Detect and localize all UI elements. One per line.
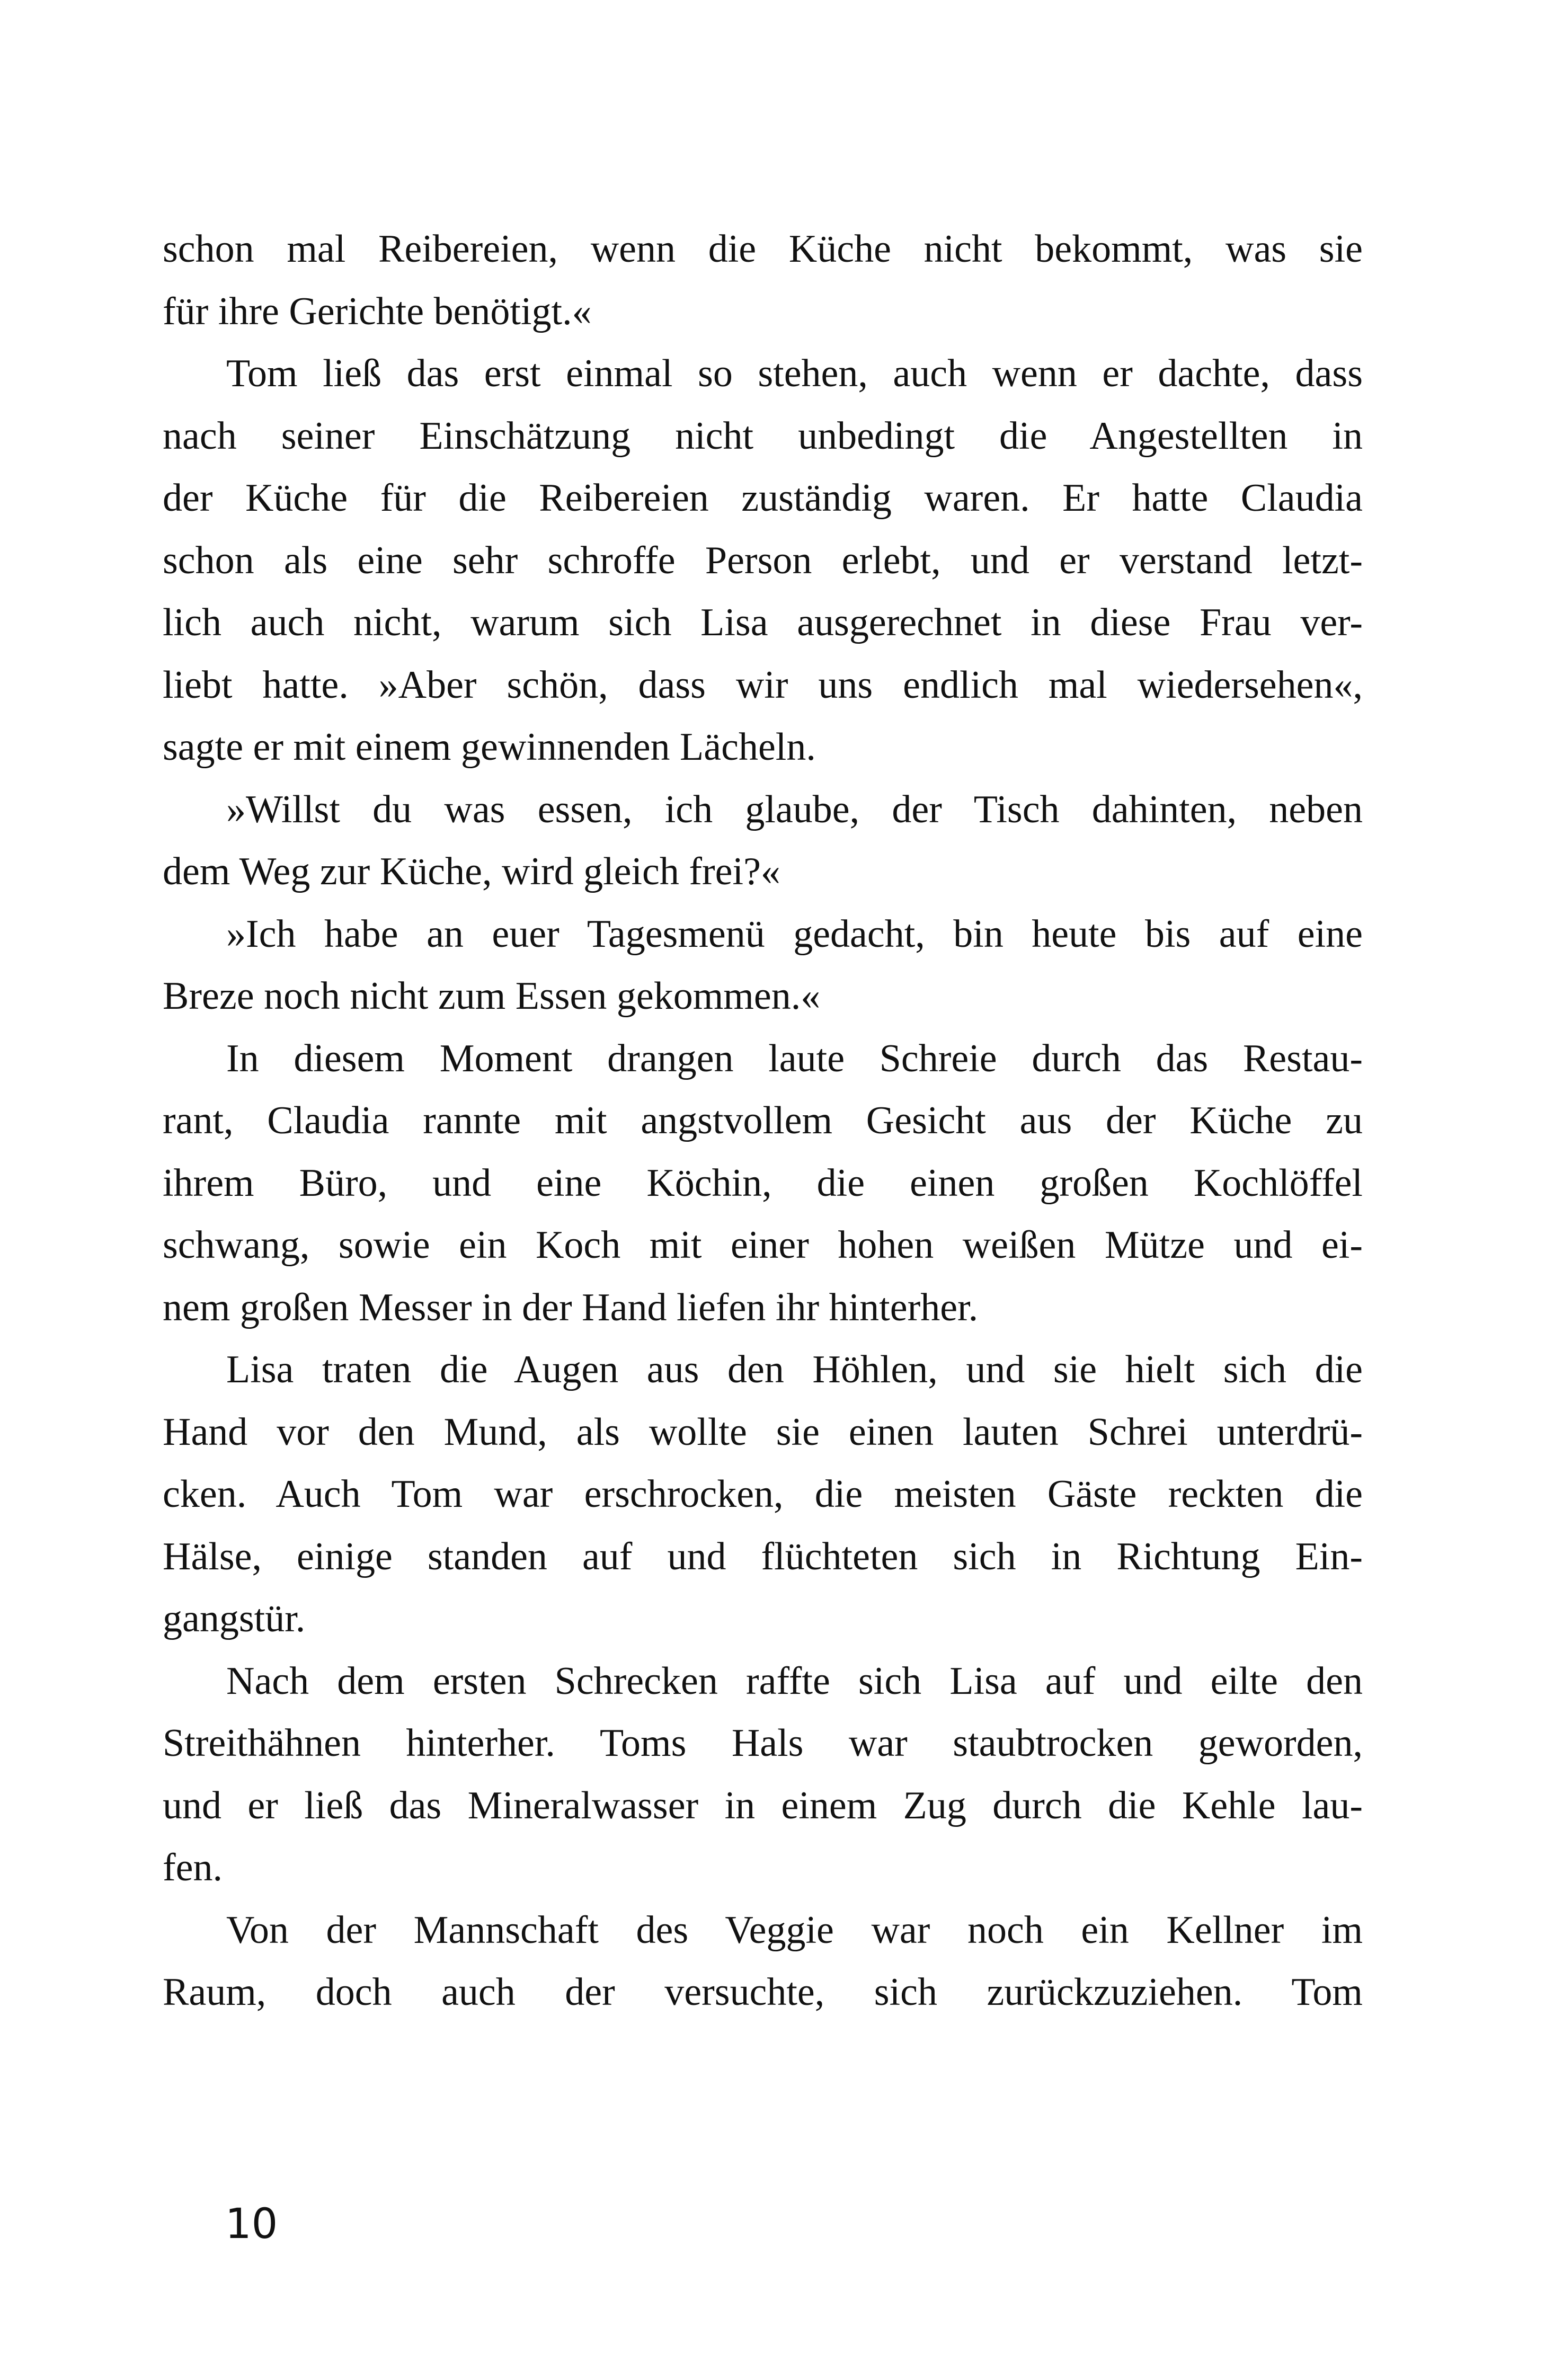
text-line: cken. Auch Tom war erschrocken, die meisten Gäste reckten die <box>163 1472 1363 1516</box>
text-line: In diesem Moment drangen laute Schreie durch das Restau- <box>226 1036 1363 1080</box>
text-line: Tom ließ das erst einmal so stehen, auch wenn er dachte, dass <box>226 352 1363 395</box>
text-line: für ihre Gerichte benötigt.« <box>163 289 592 333</box>
text-line: gangstür. <box>163 1597 306 1640</box>
text-line: sagte er mit einem gewinnenden Lächeln. <box>163 725 816 769</box>
text-line: schon mal Reibereien, wenn die Küche nicht bekommt, was sie <box>163 227 1363 271</box>
text-line: nem großen Messer in der Hand liefen ihr hinterher. <box>163 1285 979 1329</box>
text-line: »Ich habe an euer Tagesmenü gedacht, bin heute bis auf eine <box>226 912 1363 956</box>
text-line: fen. <box>163 1846 223 1889</box>
text-line: Raum, doch auch der versuchte, sich zurückzuziehen. Tom <box>163 1970 1363 2014</box>
text-line: schon als eine sehr schroffe Person erlebt, und er verstand letzt- <box>163 538 1363 582</box>
text-line: der Küche für die Reibereien zuständig waren. Er hatte Claudia <box>163 476 1363 520</box>
text-line: dem Weg zur Küche, wird gleich frei?« <box>163 850 780 893</box>
text-line: nach seiner Einschätzung nicht unbedingt die Angestellten in <box>163 414 1363 458</box>
page-number: 10 <box>225 2200 278 2248</box>
text-line: Lisa traten die Augen aus den Höhlen, und sie hielt sich die <box>226 1348 1363 1391</box>
text-line: Von der Mannschaft des Veggie war noch ein Kellner im <box>226 1908 1363 1952</box>
text-line: und er ließ das Mineralwasser in einem Zug durch die Kehle lau- <box>163 1783 1363 1827</box>
text-line: Hand vor den Mund, als wollte sie einen lauten Schrei unterdrü- <box>163 1410 1363 1454</box>
body-text <box>163 218 1363 2024</box>
text-line: liebt hatte. »Aber schön, dass wir uns endlich mal wiedersehen«, <box>163 663 1363 707</box>
text-line: »Willst du was essen, ich glaube, der Tisch dahinten, neben <box>226 787 1363 831</box>
text-line: Nach dem ersten Schrecken raffte sich Lisa auf und eilte den <box>226 1659 1363 1703</box>
text-line: schwang, sowie ein Koch mit einer hohen weißen Mütze und ei- <box>163 1223 1363 1267</box>
text-line: Hälse, einige standen auf und flüchteten sich in Richtung Ein- <box>163 1534 1363 1578</box>
text-line: ihrem Büro, und eine Köchin, die einen großen Kochlöffel <box>163 1161 1363 1205</box>
text-line: Breze noch nicht zum Essen gekommen.« <box>163 974 821 1018</box>
text-line: rant, Claudia rannte mit angstvollem Gesicht aus der Küche zu <box>163 1099 1363 1142</box>
text-line: Streithähnen hinterher. Toms Hals war staubtrocken geworden, <box>163 1721 1363 1765</box>
text-line: lich auch nicht, warum sich Lisa ausgerechnet in diese Frau ver- <box>163 601 1363 644</box>
